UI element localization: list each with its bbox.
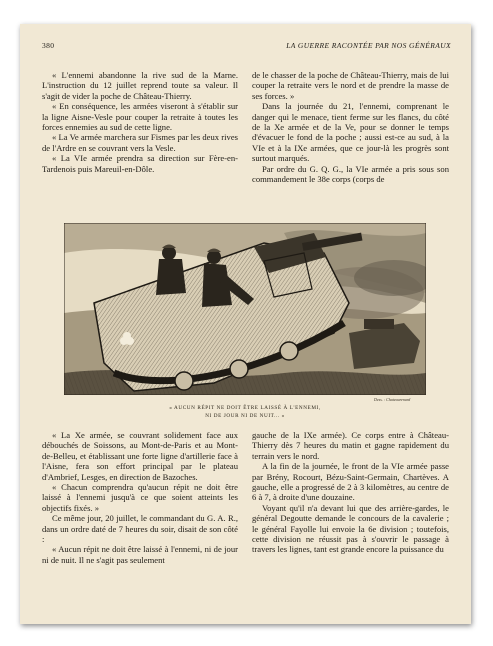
paragraph: Voyant qu'il n'a devant lui que des arrière-gardes, le général Degoutte demande le concours de la cavalerie ; le général Fayolle lui envoie la 6e division ; toutefois, cette division ne réussit pas à s'ouvrir le passage à travers les lignes, tant est grande encore la puissance du <box>252 502 449 555</box>
running-title: LA GUERRE RACONTÉE PAR NOS GÉNÉRAUX <box>286 41 451 50</box>
paragraph: Par ordre du G. Q. G., la VIe armée a pris sous son commandement le 38e corps (corps de <box>252 163 449 185</box>
engraving-image <box>64 223 426 395</box>
page-header <box>42 41 451 53</box>
paragraph: Dans la journée du 21, l'ennemi, comprenant le danger qui le menace, tient ferme sur les flancs, du côté de la Xe armée et de la Ve, pour se donner le temps d'évacuer le fond de la poche ; aussi est-ce au sud, à la VIe et à la IXe armées, que ce jour-là les progrès sont surtout marqués. <box>252 101 449 164</box>
paragraph: A la fin de la journée, le front de la VIe armée passe par Brény, Rocourt, Bézu-Saint-Germain, Chartèves. A gauche, elle a progressé de 2 à 3 kilomètres, au centre de 6 à 7, à droite d'une douzaine. <box>252 461 449 503</box>
text-column-upper-right <box>252 70 449 184</box>
text-column-lower-left <box>42 430 238 565</box>
illustration-caption-line-1: « AUCUN RÉPIT NE DOIT ÊTRE LAISSÉ À L'ENNEMI, <box>169 405 321 411</box>
paragraph: « En conséquence, les armées viseront à s'établir sur la ligne Aisne-Vesle pour couper la retraite à toutes les forces ennemies au sud de cette ligne. <box>42 101 238 133</box>
page-number: 380 <box>42 41 55 50</box>
illustration-caption-line-2: NI DE JOUR NI DE NUIT... » <box>205 413 285 419</box>
book-page <box>20 24 471 624</box>
tank-illustration <box>64 223 426 395</box>
text-column-lower-right <box>252 430 449 555</box>
paragraph: « La Xe armée, se couvrant solidement face aux débouchés de Soissons, au Mont-de-Paris et au Mont-de-Belleu, et établissant une forte ligne d'artillerie face à l'Aisne, fera son effort principal par le plateau d'Ambrief, Lesges, en direction de Bazoches. <box>42 430 238 482</box>
paragraph: « L'ennemi abandonne la rive sud de la Marne. L'instruction du 12 juillet reprend toute sa valeur. Il s'agit de vider la poche de Château-Thierry. <box>42 70 238 101</box>
paragraph: de le chasser de la poche de Château-Thierry, mais de lui couper la retraite vers le nord et de prendre la masse de ses forces. » <box>252 70 449 101</box>
paragraph: gauche de la IXe armée). Ce corps entre à Château-Thierry dès 7 heures du matin et gagne rapidement du terrain vers le nord. <box>252 430 449 461</box>
paragraph: « Chacun comprendra qu'aucun répit ne doit être laissé à l'ennemi jusqu'à ce que soient atteints les objectifs fixés. » <box>42 482 238 513</box>
paragraph: « Aucun répit ne doit être laissé à l'ennemi, ni de jour ni de nuit. Il ne s'agit pas seulement <box>42 544 238 565</box>
paragraph: « La Ve armée marchera sur Fismes par les deux rives de l'Ardre en se couvrant vers la Vesle. <box>42 132 238 153</box>
artist-signature: Dess. : Chateaurenard <box>374 397 411 402</box>
paragraph: Ce même jour, 20 juillet, le commandant du G. A. R., dans un ordre daté de 7 heures du soir, disait de son côté : <box>42 513 238 545</box>
text-column-upper-left <box>42 70 238 174</box>
paragraph: « La VIe armée prendra sa direction sur Fère-en-Tardenois puis Mareuil-en-Dôle. <box>42 153 238 174</box>
